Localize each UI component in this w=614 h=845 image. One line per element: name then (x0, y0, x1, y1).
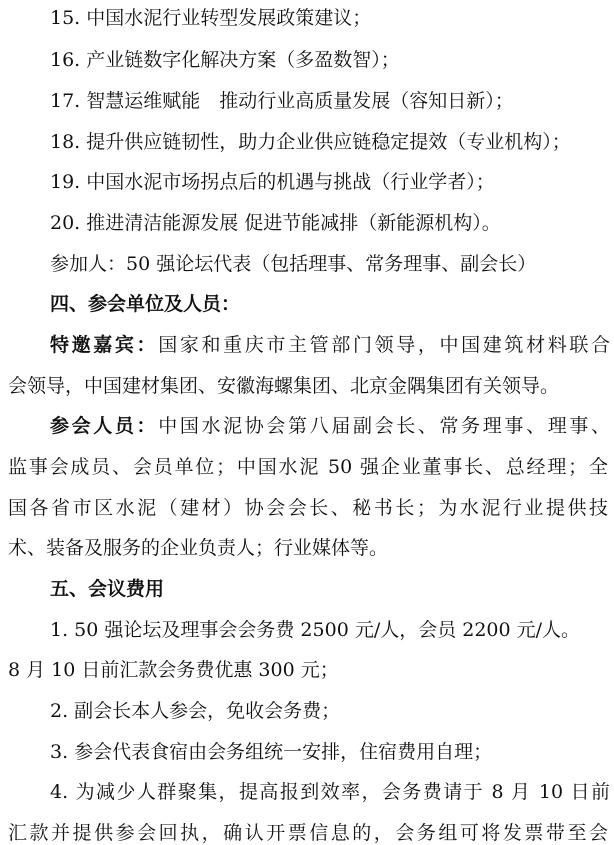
attendees-text: 中国水泥协会第八届副会长、常务理事、理事、 (158, 415, 610, 437)
agenda-item-20: 20. 推进清洁能源发展 促进节能减排（新能源机构）。 (50, 212, 501, 234)
agenda-item-16: 16. 产业链数字化解决方案（多盈数智）； (50, 49, 400, 71)
attendees-line-4: 术、装备及服务的企业负责人；行业媒体等。 (8, 537, 389, 559)
fee-item-2: 2. 副会长本人参会，免收会务费； (50, 700, 341, 722)
fee-item-4-line-1: 4. 为减少人群聚集，提高报到效率，会务费请于 8 月 10 日前 (50, 781, 610, 803)
fee-item-4-line-2: 汇款并提供参会回执，确认开票信息的，会务组可将发票带至会 (8, 822, 608, 844)
special-guests-text: 国家和重庆市主管部门领导，中国建筑材料联合 (158, 334, 610, 356)
special-guests-line-2: 会领导，中国建材集团、安徽海螺集团、北京金隅集团有关领导。 (8, 375, 560, 397)
section-5-heading: 五、会议费用 (50, 578, 165, 600)
agenda-item-18: 18. 提升供应链韧性，助力企业供应链稳定提效（专业机构）； (50, 131, 571, 153)
special-guests-label: 特邀嘉宾： (50, 334, 159, 356)
agenda-item-15: 15. 中国水泥行业转型发展政策建议； (50, 7, 372, 29)
fee-item-1-line-1: 1. 50 强论坛及理事会会务费 2500 元/人，会员 2200 元/人。 (50, 619, 581, 641)
section-4-heading: 四、参会单位及人员： (50, 293, 241, 315)
agenda-item-17: 17. 智慧运维赋能 推动行业高质量发展（容知日新）； (50, 90, 514, 112)
attendees-line-3: 国各省市区水泥（建材）协会会长、秘书长；为水泥行业提供技 (8, 497, 608, 519)
attendees-line-2: 监事会成员、会员单位；中国水泥 50 强企业董事长、总经理；全 (8, 456, 608, 478)
fee-item-1-line-2: 8 月 10 日前汇款会务费优惠 300 元； (8, 659, 339, 681)
special-guests-line-1 (50, 333, 610, 357)
attendees-label: 参会人员： (50, 415, 159, 437)
participants-note: 参加人：50 强论坛代表（包括理事、常务理事、副会长） (50, 253, 537, 275)
agenda-item-19: 19. 中国水泥市场拐点后的机遇与挑战（行业学者）； (50, 171, 495, 193)
fee-item-3: 3. 参会代表食宿由会务组统一安排，住宿费用自理； (50, 741, 493, 763)
attendees-line-1 (50, 414, 610, 438)
